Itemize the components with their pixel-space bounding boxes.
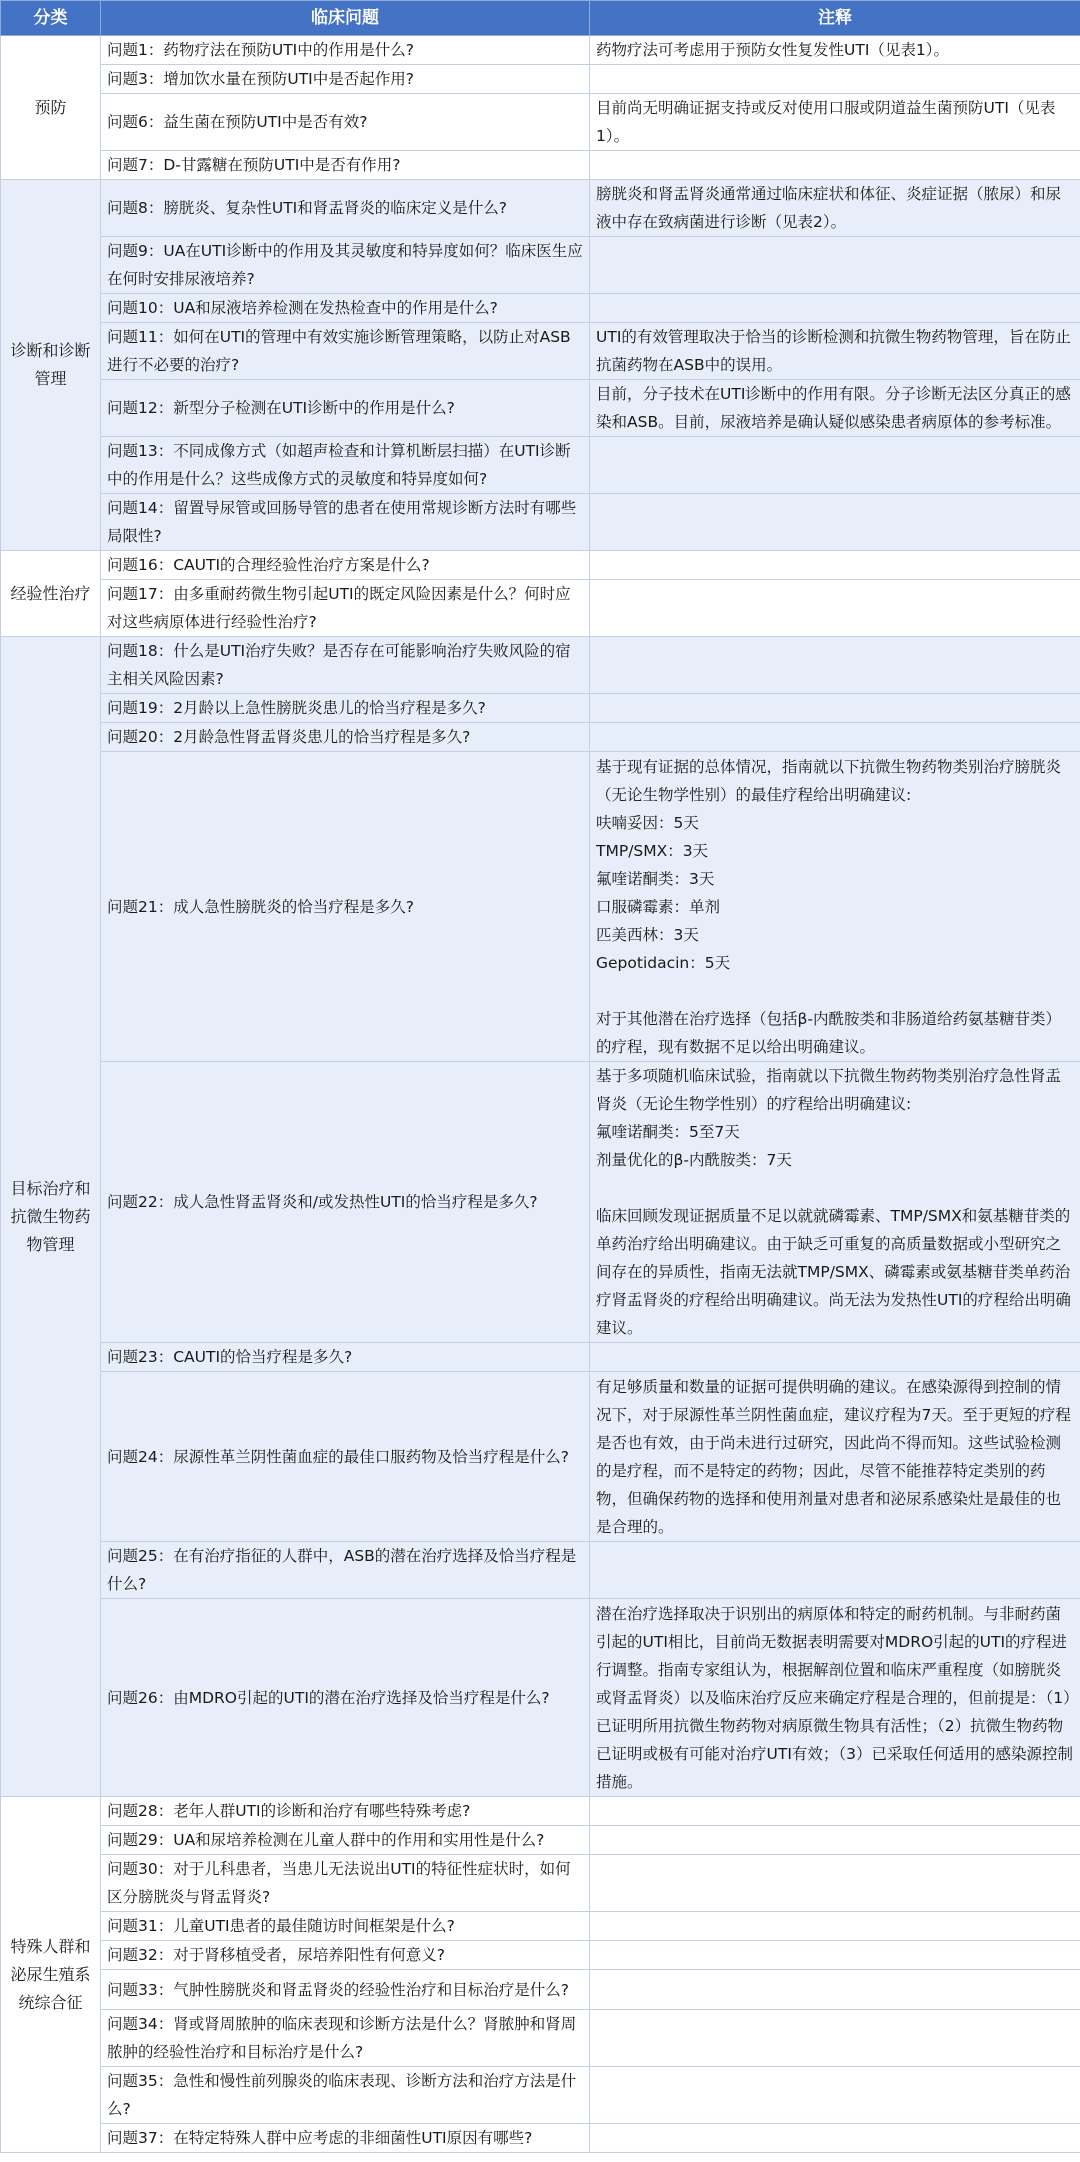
question-cell: 问题18：什么是UTI治疗失败？是否存在可能影响治疗失败风险的宿主相关风险因素?	[101, 637, 590, 694]
note-line: 药物疗法可考虑用于预防女性复发性UTI（见表1）。	[596, 41, 949, 59]
question-cell: 问题35：急性和慢性前列腺炎的临床表现、诊断方法和治疗方法是什么?	[101, 2067, 590, 2124]
question-cell: 问题25：在有治疗指征的人群中，ASB的潜在治疗选择及恰当疗程是什么?	[101, 1542, 590, 1599]
category-cell: 预防	[1, 36, 101, 180]
question-cell: 问题22：成人急性肾盂肾炎和/或发热性UTI的恰当疗程是多久?	[101, 1062, 590, 1343]
question-cell: 问题20：2月龄急性肾盂肾炎患儿的恰当疗程是多久?	[101, 723, 590, 752]
category-cell: 诊断和诊断管理	[1, 180, 101, 551]
table-row	[1, 1372, 1080, 1542]
table-row	[1, 580, 1080, 637]
table-row	[1, 1941, 1080, 1970]
table-row	[1, 2010, 1080, 2067]
table-row	[1, 380, 1080, 437]
table-row	[1, 65, 1080, 94]
question-cell: 问题19：2月龄以上急性膀胱炎患儿的恰当疗程是多久?	[101, 694, 590, 723]
note-cell	[590, 180, 1080, 237]
table-row	[1, 1062, 1080, 1343]
note-line: 基于现有证据的总体情况，指南就以下抗微生物药物类别治疗膀胱炎（无论生物学性别）的最佳疗程给出明确建议:	[596, 757, 1062, 804]
note-line: 临床回顾发现证据质量不足以就就磷霉素、TMP/SMX和氨基糖苷类的单药治疗给出明确建议。由于缺乏可重复的高质量数据或小型研究之间存在的异质性，指南无法就TMP/SMX、磷霉素或氨基糖苷类单药治疗肾盂肾炎的疗程给出明确建议。尚无法为发热性UTI的疗程给出明确建议。	[596, 1207, 1071, 1337]
question-cell: 问题23：CAUTI的恰当疗程是多久?	[101, 1343, 590, 1372]
question-cell: 问题10：UA和尿液培养检测在发热检查中的作用是什么?	[101, 294, 590, 323]
note-line: 口服磷霉素：单剂	[596, 897, 721, 916]
question-cell: 问题3：增加饮水量在预防UTI中是否起作用?	[101, 65, 590, 94]
question-cell: 问题31：儿童UTI患者的最佳随访时间框架是什么?	[101, 1912, 590, 1941]
table-row	[1, 36, 1080, 65]
question-cell: 问题32：对于肾移植受者，尿培养阳性有何意义?	[101, 1941, 590, 1970]
note-cell	[590, 1855, 1080, 1912]
category-cell: 特殊人群和泌尿生殖系统综合征	[1, 1797, 101, 2153]
question-cell: 问题14：留置导尿管或回肠导管的患者在使用常规诊断方法时有哪些局限性?	[101, 494, 590, 551]
question-cell: 问题29：UA和尿培养检测在儿童人群中的作用和实用性是什么?	[101, 1826, 590, 1855]
note-cell	[590, 752, 1080, 1062]
question-cell: 问题26：由MDRO引起的UTI的潜在治疗选择及恰当疗程是什么?	[101, 1599, 590, 1797]
note-gap	[596, 977, 1074, 1005]
table-row	[1, 1912, 1080, 1941]
table-row	[1, 180, 1080, 237]
question-cell: 问题1：药物疗法在预防UTI中的作用是什么?	[101, 36, 590, 65]
note-cell	[590, 580, 1080, 637]
table-row	[1, 2124, 1080, 2153]
note-cell	[590, 1941, 1080, 1970]
question-cell: 问题30：对于儿科患者，当患儿无法说出UTI的特征性症状时，如何区分膀胱炎与肾盂肾炎?	[101, 1855, 590, 1912]
note-cell	[590, 1343, 1080, 1372]
question-cell: 问题28：老年人群UTI的诊断和治疗有哪些特殊考虑?	[101, 1797, 590, 1826]
note-cell	[590, 94, 1080, 151]
note-line: 匹美西林：3天	[596, 925, 699, 944]
note-line: 目前尚无明确证据支持或反对使用口服或阴道益生菌预防UTI（见表1）。	[596, 99, 1056, 145]
note-cell	[590, 1062, 1080, 1343]
note-cell	[590, 36, 1080, 65]
question-cell: 问题9：UA在UTI诊断中的作用及其灵敏度和特异度如何？临床医生应在何时安排尿液培养?	[101, 237, 590, 294]
note-cell	[590, 323, 1080, 380]
note-gap	[596, 1174, 1074, 1202]
question-cell: 问题33：气肿性膀胱炎和肾盂肾炎的经验性治疗和目标治疗是什么?	[101, 1970, 590, 2010]
note-cell	[590, 1599, 1080, 1797]
table-row	[1, 1855, 1080, 1912]
question-cell: 问题16：CAUTI的合理经验性治疗方案是什么?	[101, 551, 590, 580]
note-cell	[590, 1542, 1080, 1599]
table-row	[1, 1542, 1080, 1599]
note-line: 对于其他潜在治疗选择（包括β-内酰胺类和非肠道给药氨基糖苷类）的疗程，现有数据不足以给出明确建议。	[596, 1009, 1061, 1056]
table-row	[1, 694, 1080, 723]
note-cell	[590, 1826, 1080, 1855]
question-cell: 问题24：尿源性革兰阴性菌血症的最佳口服药物及恰当疗程是什么?	[101, 1372, 590, 1542]
table-row	[1, 551, 1080, 580]
question-cell: 问题21：成人急性膀胱炎的恰当疗程是多久?	[101, 752, 590, 1062]
table-row	[1, 1599, 1080, 1797]
table-row	[1, 494, 1080, 551]
header-question: 临床问题	[101, 1, 590, 36]
note-cell	[590, 1797, 1080, 1826]
question-cell: 问题17：由多重耐药微生物引起UTI的既定风险因素是什么？何时应对这些病原体进行经验性治疗?	[101, 580, 590, 637]
note-line: 呋喃妥因：5天	[596, 813, 699, 832]
table-row	[1, 1797, 1080, 1826]
table-row	[1, 437, 1080, 494]
note-line: 剂量优化的β-内酰胺类：7天	[596, 1151, 792, 1169]
note-cell	[590, 494, 1080, 551]
category-cell: 目标治疗和抗微生物药物管理	[1, 637, 101, 1797]
note-line: 有足够质量和数量的证据可提供明确的建议。在感染源得到控制的情况下，对于尿源性革兰阴性菌血症，建议疗程为7天。至于更短的疗程是否也有效，由于尚未进行过研究，因此尚不得而知。这些试验检测的是疗程，而不是特定的药物；因此，尽管不能推荐特定类别的药物，但确保药物的选择和使用剂量对患者和泌尿系感染灶是最佳的也是合理的。	[596, 1377, 1071, 1536]
header-row	[1, 1, 1080, 36]
header-note: 注释	[590, 1, 1080, 36]
note-cell	[590, 437, 1080, 494]
table-row	[1, 752, 1080, 1062]
note-cell	[590, 2010, 1080, 2067]
note-line: 基于多项随机临床试验，指南就以下抗微生物药物类别治疗急性肾盂肾炎（无论生物学性别）的疗程给出明确建议:	[596, 1067, 1062, 1113]
note-cell	[590, 151, 1080, 180]
table-row	[1, 723, 1080, 752]
question-cell: 问题37：在特定特殊人群中应考虑的非细菌性UTI原因有哪些?	[101, 2124, 590, 2153]
note-cell	[590, 1912, 1080, 1941]
question-cell: 问题7：D-甘露糖在预防UTI中是否有作用?	[101, 151, 590, 180]
table-row	[1, 237, 1080, 294]
header-category: 分类	[1, 1, 101, 36]
note-line: 目前，分子技术在UTI诊断中的作用有限。分子诊断无法区分真正的感染和ASB。目前，尿液培养是确认疑似感染患者病原体的参考标准。	[596, 385, 1071, 431]
table-row	[1, 637, 1080, 694]
note-line: 氟喹诺酮类：3天	[596, 869, 715, 888]
question-cell: 问题11：如何在UTI的管理中有效实施诊断管理策略，以防止对ASB进行不必要的治疗?	[101, 323, 590, 380]
note-cell	[590, 65, 1080, 94]
note-line: UTI的有效管理取决于恰当的诊断检测和抗微生物药物管理，旨在防止抗菌药物在ASB中的误用。	[596, 328, 1071, 374]
category-cell: 经验性治疗	[1, 551, 101, 637]
note-line: TMP/SMX：3天	[596, 841, 709, 860]
note-cell	[590, 380, 1080, 437]
note-line: 潜在治疗选择取决于识别出的病原体和特定的耐药机制。与非耐药菌引起的UTI相比，目前尚无数据表明需要对MDRO引起的UTI的疗程进行调整。指南专家组认为，根据解剖位置和临床严重程度（如膀胱炎或肾盂肾炎）以及临床治疗反应来确定疗程是合理的，但前提是：（1）已证明所用抗微生物药物对病原微生物具有活性；（2）抗微生物药物已证明或极有可能对治疗UTI有效；（3）已采取任何适用的感染源控制措施。	[596, 1604, 1073, 1791]
question-cell: 问题6：益生菌在预防UTI中是否有效?	[101, 94, 590, 151]
note-cell	[590, 237, 1080, 294]
table-row	[1, 323, 1080, 380]
table-row	[1, 151, 1080, 180]
note-line: 氟喹诺酮类：5至7天	[596, 1123, 740, 1141]
note-cell	[590, 2124, 1080, 2153]
note-cell	[590, 551, 1080, 580]
table-row	[1, 94, 1080, 151]
note-line: Gepotidacin：5天	[596, 953, 731, 972]
table-row	[1, 1970, 1080, 2010]
note-cell	[590, 2067, 1080, 2124]
table-row	[1, 294, 1080, 323]
question-cell: 问题8：膀胱炎、复杂性UTI和肾盂肾炎的临床定义是什么?	[101, 180, 590, 237]
question-cell: 问题34：肾或肾周脓肿的临床表现和诊断方法是什么？肾脓肿和肾周脓肿的经验性治疗和目标治疗是什么?	[101, 2010, 590, 2067]
note-cell	[590, 637, 1080, 694]
table-row	[1, 1826, 1080, 1855]
note-cell	[590, 723, 1080, 752]
table-row	[1, 2067, 1080, 2124]
note-line: 膀胱炎和肾盂肾炎通常通过临床症状和体征、炎症证据（脓尿）和尿液中存在致病菌进行诊断（见表2）。	[596, 185, 1062, 231]
note-cell	[590, 1372, 1080, 1542]
question-cell: 问题12：新型分子检测在UTI诊断中的作用是什么?	[101, 380, 590, 437]
table-body	[1, 36, 1080, 2153]
table-row	[1, 1343, 1080, 1372]
question-cell: 问题13：不同成像方式（如超声检查和计算机断层扫描）在UTI诊断中的作用是什么？这些成像方式的灵敏度和特异度如何?	[101, 437, 590, 494]
note-cell	[590, 294, 1080, 323]
note-cell	[590, 1970, 1080, 2010]
note-cell	[590, 694, 1080, 723]
